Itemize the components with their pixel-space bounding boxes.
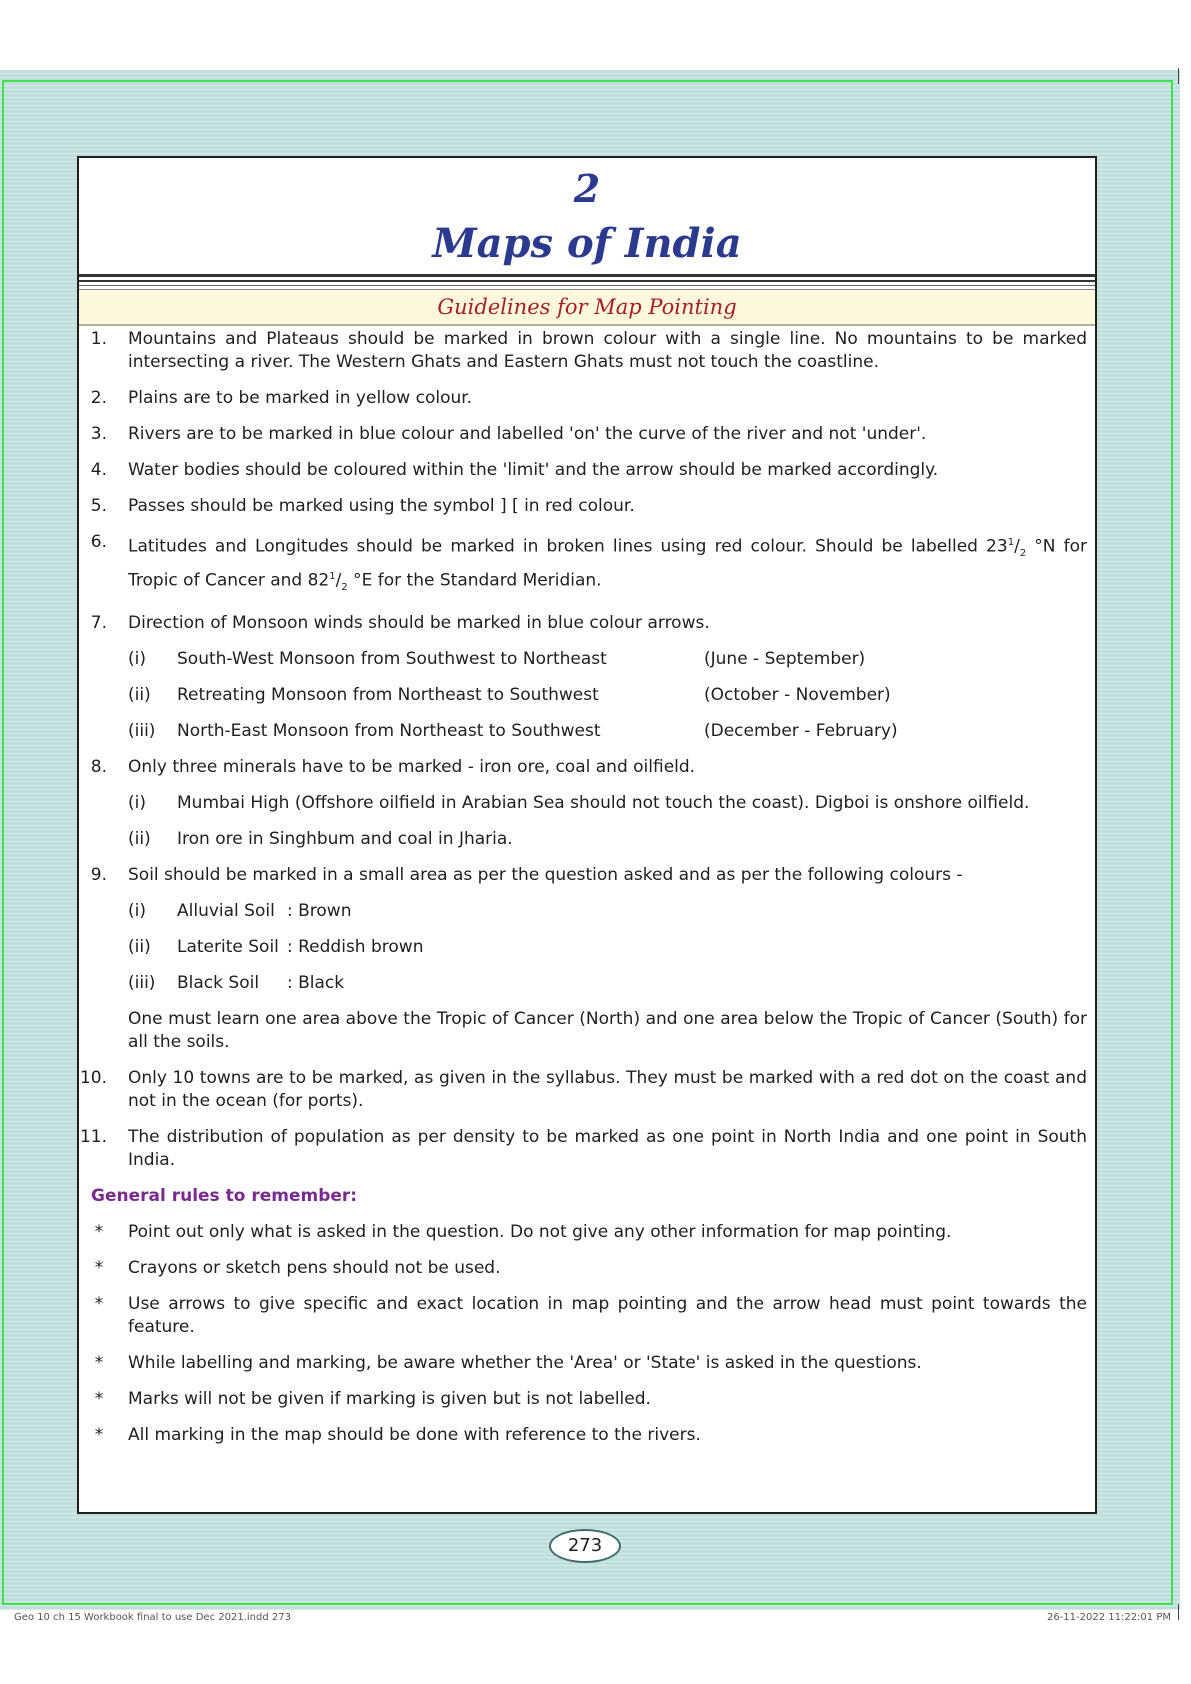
list-item	[79, 423, 1095, 446]
item-text: Only three minerals have to be marked - iron ore, coal and oilfield.	[128, 757, 696, 778]
item-number: 3.	[90, 424, 107, 444]
rule-item: * Use arrows to give specific and exact location in map pointing and the arrow head must point towards the feature.	[94, 1294, 1087, 1338]
item-text: Passes should be marked using the symbol ] [ in red colour.	[128, 496, 635, 516]
rule-item: * Marks will not be given if marking is given but is not labelled.	[94, 1389, 651, 1410]
list-item	[79, 387, 1095, 410]
list-item	[79, 1067, 1095, 1113]
item-text: The distribution of population as per density to be marked as one point in North India and one point in South India.	[128, 1127, 1087, 1171]
page-number: 273	[549, 1529, 621, 1563]
list-item	[79, 328, 1095, 374]
monsoon-row: (i) South-West Monsoon from Southwest to Northeast (June - September)	[128, 649, 866, 670]
list-item	[79, 756, 1095, 779]
slug-right: 26-11-2022 11:22:01 PM	[1046, 1612, 1171, 1623]
title-rules	[79, 274, 1095, 290]
soil-row: (ii) Laterite Soil : Reddish brown	[128, 937, 424, 958]
list-item	[79, 612, 1095, 635]
crop-mark-bottom	[1178, 1604, 1179, 1620]
soil-note: One must learn one area above the Tropic of Cancer (North) and one area below the Tropic of Cancer (South) for all the soils.	[128, 1009, 1087, 1053]
soil-row: (iii) Black Soil : Black	[128, 973, 345, 994]
item-text: Mountains and Plateaus should be marked in brown colour with a single line. No mountains to be marked intersecting a river. The Western Ghats and Eastern Ghats must not touch the coastline.	[128, 329, 1087, 372]
item-text: Water bodies should be coloured within the 'limit' and the arrow should be marked accordingly.	[128, 460, 939, 480]
rule-item: * While labelling and marking, be aware whether the 'Area' or 'State' is asked in the questions.	[94, 1353, 922, 1374]
rule-item: * All marking in the map should be done with reference to the rivers.	[94, 1425, 701, 1446]
general-rules-heading: General rules to remember:	[91, 1186, 358, 1207]
item-text: Soil should be marked in a small area as per the question asked and as per the following colours -	[128, 865, 963, 886]
list-item	[79, 531, 1095, 599]
guidelines-list	[79, 328, 1095, 1460]
soil-row: (i) Alluvial Soil : Brown	[128, 901, 352, 922]
item-text: Latitudes and Longitudes should be marked in broken lines using red colour. Should be labelled $23^1/_2$ °N for Tropic of Cancer and $82^1/_2$ °E for the Standard Meridian.	[128, 536, 1087, 594]
item-number: 6.	[90, 532, 107, 552]
item-number: 4.	[90, 460, 107, 480]
item-text: Direction of Monsoon winds should be marked in blue colour arrows.	[128, 613, 710, 634]
mineral-row: (ii) Iron ore in Singhbum and coal in Jharia.	[128, 829, 513, 850]
rule-item: * Point out only what is asked in the question. Do not give any other information for map pointing.	[94, 1222, 952, 1243]
item-number: 11.	[79, 1127, 107, 1148]
list-item	[79, 495, 1095, 518]
monsoon-row: (ii) Retreating Monsoon from Northeast to Southwest (October - November)	[128, 685, 891, 706]
item-number: 7.	[90, 613, 107, 634]
section-banner: Guidelines for Map Pointing	[79, 290, 1095, 326]
rule-item: * Crayons or sketch pens should not be used.	[94, 1258, 501, 1279]
crop-mark-top	[1178, 68, 1179, 84]
item-text: Only 10 towns are to be marked, as given in the syllabus. They must be marked with a red dot on the coast and not in the ocean (for ports).	[128, 1068, 1087, 1112]
item-number: 8.	[90, 757, 107, 778]
list-item	[79, 459, 1095, 482]
item-number: 10.	[79, 1068, 107, 1089]
item-number: 9.	[90, 865, 107, 886]
mineral-row: (i) Mumbai High (Offshore oilfield in Arabian Sea should not touch the coast). Digboi is onshore oilfield.	[128, 793, 1030, 814]
item-number: 5.	[90, 496, 107, 516]
list-item	[79, 864, 1095, 887]
slug-left: Geo 10 ch 15 Workbook final to use Dec 2021.indd 273	[14, 1612, 291, 1623]
item-number: 1.	[90, 329, 107, 349]
list-item	[79, 1126, 1095, 1172]
item-number: 2.	[90, 388, 107, 408]
chapter-number: 2	[573, 166, 601, 211]
monsoon-row: (iii) North-East Monsoon from Northeast to Southwest (December - February)	[128, 721, 898, 742]
content-box	[77, 156, 1097, 1514]
item-text: Rivers are to be marked in blue colour and labelled 'on' the curve of the river and not 'under'.	[128, 424, 927, 444]
item-text: Plains are to be marked in yellow colour.	[128, 388, 473, 408]
chapter-title: Maps of India	[432, 220, 742, 267]
